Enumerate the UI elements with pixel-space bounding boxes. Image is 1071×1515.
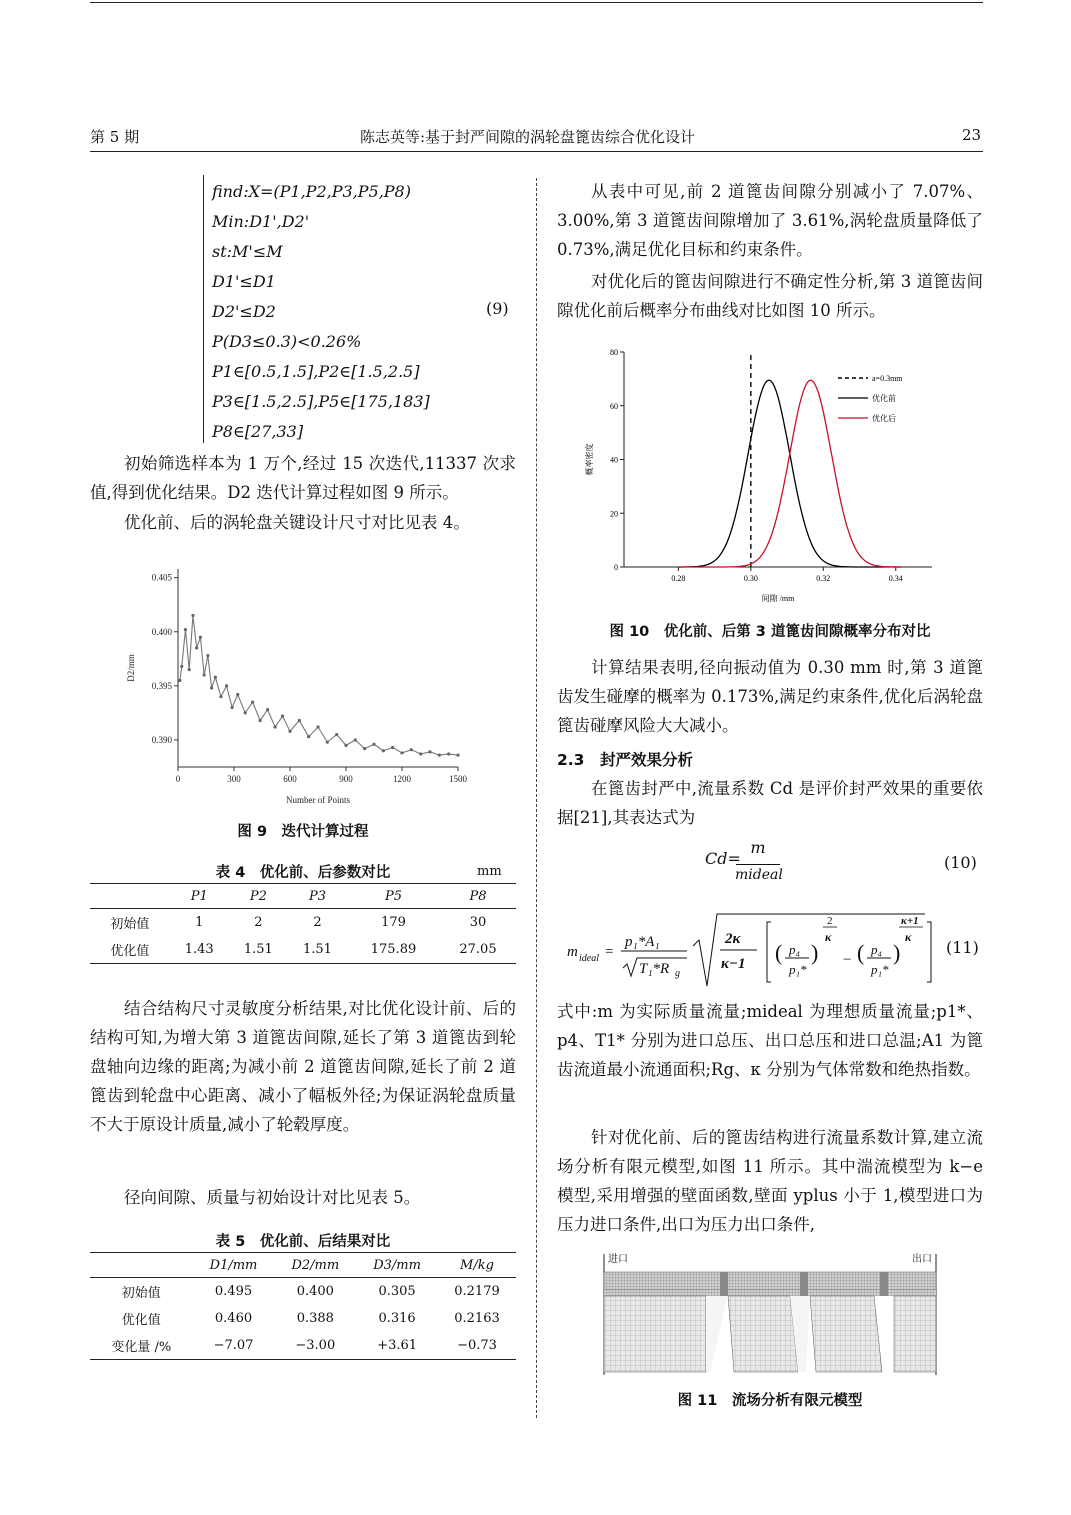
table-header-cell: P5 [347, 884, 440, 909]
table-header-cell: P3 [288, 884, 347, 909]
table-header-cell [90, 884, 170, 909]
fig10-y-tick-label: 20 [610, 509, 618, 519]
table-cell: 优化值 [121, 1313, 161, 1328]
fig9-data-point [184, 628, 187, 631]
eq10-lhs: Cd= [705, 849, 741, 868]
table-cell: 0.316 [378, 1311, 416, 1326]
table-cell: 1.43 [184, 942, 214, 957]
fig9-data-point [288, 730, 291, 733]
table-cell: 0.2179 [454, 1284, 500, 1299]
eq11-formula [565, 908, 940, 990]
svg-text:κ+1: κ+1 [901, 915, 919, 927]
eq9-line: Min:D1',D2' [212, 212, 310, 231]
svg-text:κ−1: κ−1 [721, 956, 746, 972]
fig10-series-2 [678, 380, 901, 567]
fig10-x-tick-label: 0.34 [888, 574, 903, 583]
eq10-fraction-bar [736, 864, 780, 865]
svg-text:ideal: ideal [579, 953, 599, 964]
table-cell: 0.495 [214, 1284, 253, 1299]
fig9-data-point [266, 708, 269, 711]
fig9-y-tick-label: 0.390 [151, 734, 172, 745]
fig9-data-point [210, 686, 213, 689]
fig9-x-axis-label: Number of Points [286, 795, 350, 805]
column-divider [536, 178, 537, 1418]
issue-label: 第 5 期 [90, 128, 140, 146]
svg-text:): ) [893, 940, 901, 965]
right-para-1: 从表中可见,前 2 道篦齿间隙分别减小了 7.07%、3.00%,第 3 道篦齿间隙增加了 3.61%,涡轮盘质量降低了 0.73%,满足优化目标和约束条件。 [557, 182, 983, 259]
eq9-line: P1∈[0.5,1.5],P2∈[1.5,2.5] [212, 362, 420, 381]
svg-text:p₁*: p₁* [789, 962, 807, 977]
fig9-data-point [298, 719, 301, 722]
fig9-data-point [188, 668, 191, 671]
fig9-data-point [195, 646, 198, 649]
fig9-data-point [326, 741, 329, 744]
fig9-data-point [382, 749, 385, 752]
fig9-x-tick-label: 1500 [449, 774, 467, 784]
table-header-cell: P8 [440, 884, 516, 909]
fig11-inlet-label: 进口 [608, 1254, 628, 1265]
left-para-1: 初始筛选样本为 1 万个,经过 15 次迭代,11337 次求值,得到优化结果。D2 迭代计算过程如图 9 所示。 [90, 454, 516, 502]
svg-text:2: 2 [827, 915, 833, 927]
table-cell: 变化量 /% [111, 1340, 172, 1355]
fig9-data-point [363, 747, 366, 750]
fig9-data-point [214, 676, 217, 679]
table-cell: 175.89 [370, 942, 417, 957]
fig9-chart [120, 555, 480, 817]
fig9-data-point [206, 654, 209, 657]
table-cell: 1.51 [303, 942, 332, 957]
eq9-line: P(D3≤0.3)<0.26% [212, 332, 362, 351]
table-cell: 初始值 [121, 1286, 161, 1301]
right-para-6: 针对优化前、后的篦齿结构进行流量系数计算,建立流场分析有限元模型,如图 11 所示。其中湍流模型为 k−e 模型,采用增强的壁面函数,壁面 yplus 小于 1,模型进口为压力进口条件,出口为压力出口条件, [557, 1128, 983, 1234]
table5 [90, 1252, 516, 1360]
table-cell: 0.305 [378, 1284, 416, 1299]
fig9-y-tick-label: 0.395 [151, 680, 172, 691]
table-cell: −3.00 [295, 1338, 336, 1353]
fig10-x-tick-label: 0.32 [816, 574, 831, 583]
svg-text:p₁*: p₁* [871, 962, 889, 977]
table-row [90, 1278, 516, 1306]
svg-text:κ: κ [905, 930, 912, 944]
eq9-line: P3∈[1.5,2.5],P5∈[175,183] [212, 392, 430, 411]
svg-text:g: g [675, 968, 680, 979]
svg-text:(: ( [775, 940, 783, 965]
table-header-cell [90, 1253, 193, 1278]
table-cell: 0.388 [296, 1311, 334, 1326]
svg-text:−: − [843, 952, 852, 968]
table-header-cell: D3/mm [356, 1253, 438, 1278]
eq9-system [212, 177, 430, 447]
left-para-2: 优化前、后的涡轮盘关键设计尺寸对比见表 4。 [124, 513, 470, 532]
table-row [90, 909, 516, 937]
fig9-data-point [354, 738, 357, 741]
right-para-5: 式中:m 为实际质量流量;mideal 为理想质量流量;p1*、p4、T1* 分别为进口总压、出口总压和进口总温;A1 为篦齿流道最小流通面积;Rg、κ 分别为气体常数和绝热指数。 [557, 1002, 983, 1079]
fig9-data-point [273, 725, 276, 728]
eq9-brace [203, 175, 206, 443]
table-cell: 0.460 [214, 1311, 253, 1326]
fig9-data-point [225, 684, 228, 687]
fig10-y-axis-label: 概率密度 [585, 443, 594, 476]
fig10-x-tick-label: 0.28 [671, 574, 686, 583]
fig9-data-point [178, 679, 181, 682]
right-para-3: 计算结果表明,径向振动值为 0.30 mm 时,第 3 道篦齿发生碰摩的概率为 0.173%,满足约束条件,优化后涡轮盘篦齿碰摩风险大大减小。 [557, 658, 983, 735]
svg-text:(: ( [857, 940, 865, 965]
svg-text:T₁*R: T₁*R [639, 961, 670, 977]
fig9-data-point [244, 711, 247, 714]
fig9-x-tick-label: 600 [283, 774, 297, 784]
fig9-x-tick-label: 1200 [393, 774, 411, 784]
fig11-caption: 图 11 流场分析有限元模型 [677, 1393, 863, 1409]
fig9-data-point [281, 715, 284, 718]
fig10-x-tick-label: 0.30 [743, 574, 758, 583]
table-cell: +3.61 [377, 1338, 418, 1353]
fig9-data-point [180, 665, 183, 668]
running-title: 陈志英等:基于封严间隙的涡轮盘篦齿综合优化设计 [360, 128, 696, 146]
table-cell: 27.05 [459, 942, 497, 957]
table4-unit: mm [477, 864, 502, 879]
table-header-cell: D2/mm [274, 1253, 356, 1278]
fig9-data-point [191, 614, 194, 617]
eq11-number: (11) [946, 938, 979, 957]
eq9-line: D2'≤D2 [212, 302, 276, 321]
fig11-outlet-label: 出口 [912, 1254, 932, 1265]
table4-caption: 表 4 优化前、后参数对比 [215, 865, 391, 881]
fig9-data-point [231, 706, 234, 709]
svg-text:2κ: 2κ [725, 931, 741, 947]
fig9-data-point [236, 693, 239, 696]
table5-caption: 表 5 优化前、后结果对比 [215, 1234, 391, 1250]
eq10-numerator: m [750, 838, 766, 857]
eq9-number: (9) [486, 299, 509, 318]
fig9-data-point [259, 719, 262, 722]
svg-text:): ) [811, 940, 819, 965]
fig9-x-tick-label: 300 [227, 774, 241, 784]
fig10-y-tick-label: 0 [614, 563, 618, 572]
eq9-line: find:X=(P1,P2,P3,P5,P8) [212, 182, 411, 201]
table-row [90, 1305, 516, 1332]
fig9-y-tick-label: 0.405 [151, 572, 172, 583]
table-header-cell: P1 [170, 884, 229, 909]
table-cell: −7.07 [213, 1338, 254, 1353]
fig9-data-point [316, 725, 319, 728]
fig10-legend-label: 优化前 [872, 394, 896, 403]
svg-text:=: = [605, 944, 614, 960]
table-cell: 初始值 [110, 917, 150, 932]
fig10-legend-label: 优化后 [872, 414, 896, 423]
page-number: 23 [962, 126, 982, 144]
fig9-x-tick-label: 0 [175, 774, 181, 784]
table-cell: 0.2163 [454, 1311, 500, 1326]
table-cell: 2 [313, 915, 322, 930]
svg-text:p₄: p₄ [871, 942, 883, 957]
fig9-data-point [203, 673, 206, 676]
fig9-data-point [447, 752, 450, 755]
fig9-y-axis-label: D2/mm [126, 654, 136, 682]
fig10-y-tick-label: 80 [610, 348, 618, 357]
svg-text:m: m [567, 944, 578, 960]
table-header-cell: D1/mm [193, 1253, 275, 1278]
table-cell: 2 [254, 915, 263, 930]
section-2-3-title: 2.3 封严效果分析 [557, 751, 693, 769]
fig9-data-point [372, 743, 375, 746]
fig10-chart [580, 340, 950, 610]
fig10-x-axis-label: 间隙 /mm [761, 594, 795, 603]
fig10-caption: 图 10 优化前、后第 3 道篦齿间隙概率分布对比 [609, 624, 931, 640]
eq9-line: st:M'≤M [212, 242, 283, 261]
fig11-mesh-model [600, 1250, 940, 1380]
table-row [90, 936, 516, 964]
fig9-x-tick-label: 900 [339, 774, 353, 784]
table4 [90, 883, 516, 964]
fig10-legend-label: a=0.3mm [872, 374, 903, 383]
left-para-4: 径向间隙、质量与初始设计对比见表 5。 [124, 1188, 421, 1207]
fig9-data-point [400, 751, 403, 754]
table-header-row [90, 1253, 516, 1278]
right-para-4: 在篦齿封严中,流量系数 Cd 是评价封严效果的重要依据[21],其表达式为 [557, 779, 983, 827]
fig9-data-point [456, 753, 459, 756]
svg-text:p₄: p₄ [789, 942, 801, 957]
table-cell: 179 [381, 915, 406, 930]
eq9-line: P8∈[27,33] [212, 422, 304, 441]
svg-text:κ: κ [825, 930, 832, 944]
fig9-data-point [335, 733, 338, 736]
table-header-cell: P2 [229, 884, 288, 909]
fig10-series-1 [678, 380, 901, 567]
top-border [90, 2, 983, 3]
fig9-data-point [391, 746, 394, 749]
fig9-data-point [251, 700, 254, 703]
fig9-data-point [219, 695, 222, 698]
fig9-data-point [307, 735, 310, 738]
fig9-data-point [419, 752, 422, 755]
fig9-data-point [438, 753, 441, 756]
fig9-data-point [199, 636, 202, 639]
fig9-data-point [428, 750, 431, 753]
table-cell: 30 [469, 915, 487, 930]
svg-text:p₁*A₁: p₁*A₁ [625, 934, 660, 950]
header-rule [90, 151, 983, 152]
fig9-y-tick-label: 0.400 [151, 626, 172, 637]
table-header-cell: M/kg [438, 1253, 516, 1278]
right-para-2: 对优化后的篦齿间隙进行不确定性分析,第 3 道篦齿间隙优化前后概率分布曲线对比如图 10 所示。 [557, 272, 983, 320]
left-para-3: 结合结构尺寸灵敏度分析结果,对比优化设计前、后的结构可知,为增大第 3 道篦齿间隙,延长了第 3 道篦齿到轮盘轴向边缘的距离;为减小前 2 道篦齿间隙,延长了前 2 道篦齿到轮盘中心距离、减小了幅板外径;为保证涡轮盘质量不大于原设计质量,减小了轮毂厚度。 [90, 999, 516, 1134]
fig9-caption: 图 9 迭代计算过程 [237, 824, 369, 840]
table-row [90, 1332, 516, 1360]
table-cell: 1 [195, 915, 204, 930]
eq10-denominator: mideal [735, 867, 783, 883]
eq9-line: D1'≤D1 [212, 272, 276, 291]
table-header-row [90, 884, 516, 909]
fig9-data-point [344, 744, 347, 747]
table-cell: 优化值 [110, 944, 150, 959]
table-cell: −0.73 [457, 1338, 497, 1353]
fig9-data-point [410, 748, 413, 751]
table-cell: 1.51 [243, 942, 273, 957]
fig10-y-tick-label: 60 [610, 401, 618, 411]
fig10-y-tick-label: 40 [610, 455, 618, 465]
table-cell: 0.400 [296, 1284, 334, 1299]
eq10-number: (10) [944, 853, 977, 872]
